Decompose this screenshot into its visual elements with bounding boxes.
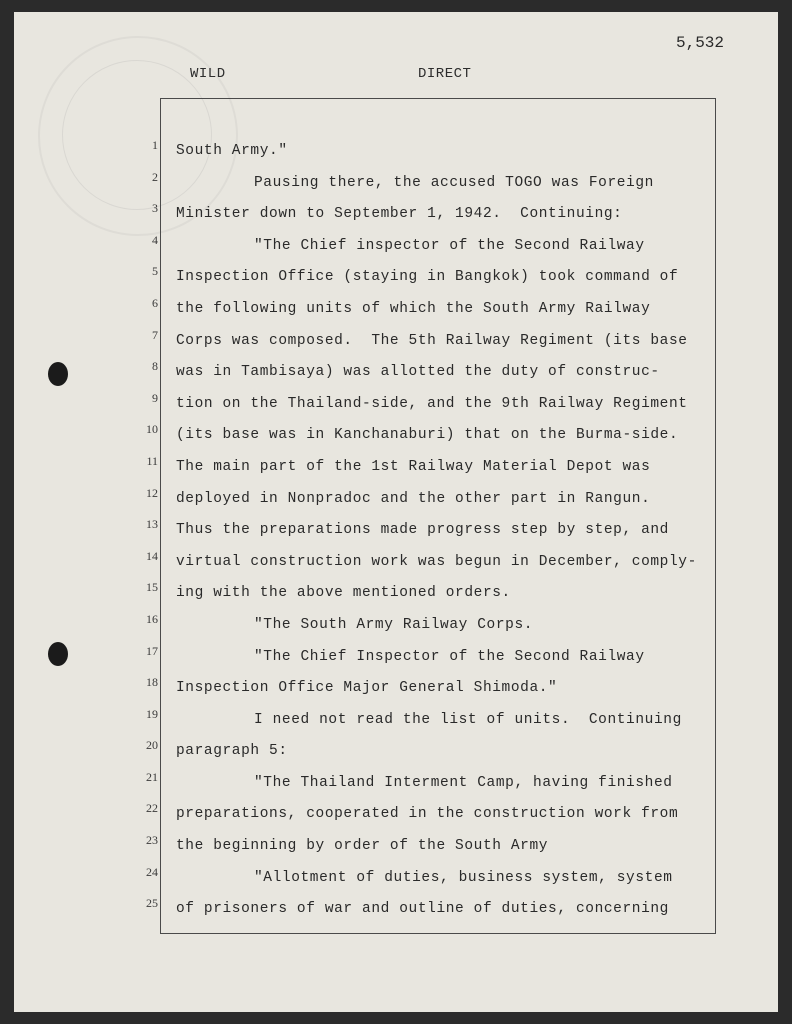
- transcript-line: Minister down to September 1, 1942. Continuing:: [176, 206, 623, 223]
- transcript-line: Corps was composed. The 5th Railway Regiment (its base: [176, 332, 688, 349]
- transcript-line: tion on the Thailand-side, and the 9th Railway Regiment: [176, 395, 688, 412]
- line-number: 14: [146, 548, 158, 563]
- binder-hole-bottom: [48, 642, 68, 666]
- transcript-line: I need not read the list of units. Continuing: [254, 711, 682, 728]
- transcript-line: The main part of the 1st Railway Material Depot was: [176, 458, 651, 475]
- line-number: 9: [152, 390, 158, 405]
- transcript-line: (its base was in Kanchanaburi) that on the Burma-side.: [176, 427, 679, 444]
- line-number: 17: [146, 643, 158, 658]
- transcript-line: "The Chief Inspector of the Second Railway: [254, 648, 645, 665]
- page-number: 5,532: [675, 34, 724, 52]
- binder-hole-top: [48, 362, 68, 386]
- line-number: 19: [146, 706, 158, 721]
- transcript-line: "The South Army Railway Corps.: [254, 616, 534, 633]
- line-number: 1: [152, 138, 158, 152]
- transcript-line: paragraph 5:: [176, 743, 288, 760]
- line-number: 18: [146, 675, 158, 690]
- line-number: 6: [152, 295, 158, 310]
- transcript-line: the beginning by order of the South Army: [176, 838, 549, 855]
- transcript-line: Thus the preparations made progress step by step, and: [176, 522, 669, 539]
- line-number: 13: [146, 517, 158, 532]
- line-number: 15: [146, 580, 158, 595]
- transcript-line: Pausing there, the accused TOGO was Foreign: [254, 174, 654, 191]
- line-number: 2: [152, 169, 158, 184]
- transcript-line: virtual construction work was begun in December, comply-: [176, 553, 697, 570]
- line-number: 10: [146, 422, 158, 437]
- transcript-line: preparations, cooperated in the construction work from: [176, 806, 679, 823]
- transcript-line: ing with the above mentioned orders.: [176, 585, 511, 602]
- line-number: 21: [146, 769, 158, 784]
- transcript-line: Inspection Office (staying in Bangkok) took command of: [176, 269, 679, 286]
- line-number: 16: [146, 611, 158, 626]
- transcript-line: the following units of which the South Army Railway: [176, 300, 651, 317]
- line-number: 23: [146, 833, 158, 848]
- line-number: 24: [146, 864, 158, 879]
- line-number: 5: [152, 264, 158, 279]
- line-number: 12: [146, 485, 158, 500]
- line-number: 3: [152, 201, 158, 216]
- line-number: 7: [152, 327, 158, 342]
- transcript-line: Inspection Office Major General Shimoda.": [176, 680, 558, 697]
- line-number: 25: [146, 896, 158, 911]
- transcript-line: of prisoners of war and outline of duties, concerning: [176, 901, 669, 918]
- line-number: 11: [146, 453, 158, 468]
- transcript-line: "The Thailand Interment Camp, having finished: [254, 774, 673, 791]
- witness-name: WILD: [190, 66, 226, 82]
- transcript-line: South Army.": [176, 143, 288, 159]
- transcript-line: "The Chief inspector of the Second Railway: [254, 237, 645, 254]
- line-number: 4: [152, 232, 158, 247]
- line-number: 8: [152, 359, 158, 374]
- line-number: 20: [146, 738, 158, 753]
- transcript-line: "Allotment of duties, business system, system: [254, 869, 673, 886]
- line-number-column: [134, 138, 158, 928]
- transcript-line: deployed in Nonpradoc and the other part in Rangun.: [176, 490, 651, 507]
- transcript-line: was in Tambisaya) was allotted the duty of construc-: [176, 364, 660, 381]
- line-number: 22: [146, 801, 158, 816]
- transcript-body: [176, 136, 710, 926]
- examination-type: DIRECT: [418, 66, 472, 82]
